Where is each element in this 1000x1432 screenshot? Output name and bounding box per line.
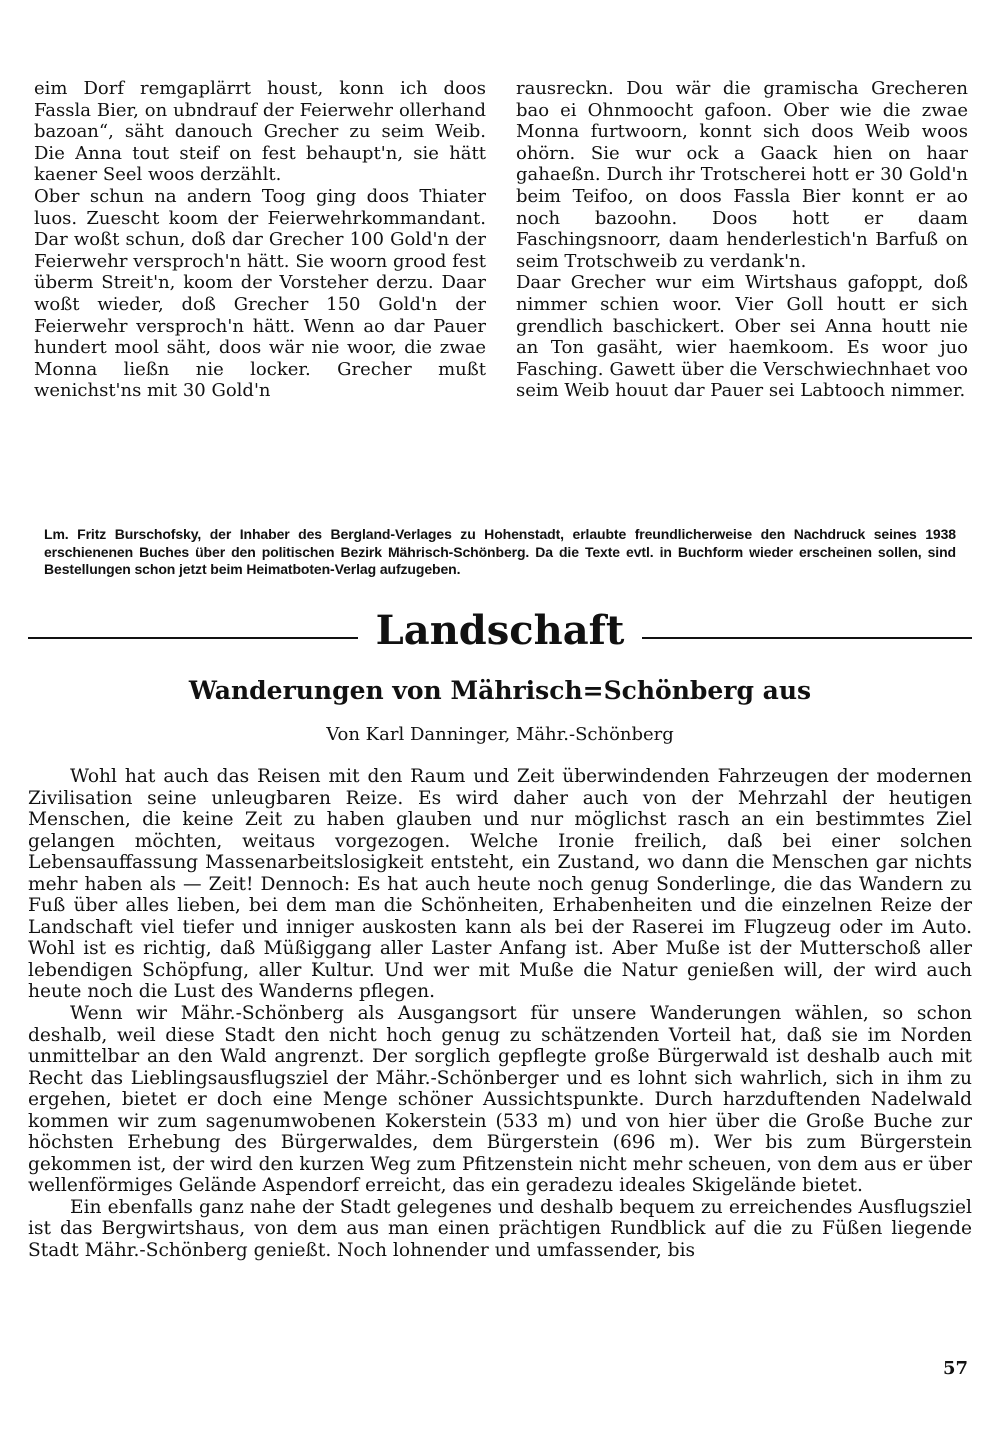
story-paragraph: Ober schun na andern Toog ging doos Thiater luos. Zuescht koom der Feierwehrkommandant. Dar woßt schun, doß dar Grecher 100 Gold'n der Feierwehr versproch'n hätt. Sie woorn grood fest überm Streit'n, koom der Vorsteher derzu. Daar woßt wieder, doß Grecher 150 Gold'n der Feierwehr versproch'n hätt. Wenn ao dar Pauer hundert mool säht, doos wär nie woor, die zwae Monna ließn nie locker. Grecher mußt wenichst'ns mit 30 Gold'n (34, 185, 486, 402)
story-column-left (34, 78, 486, 402)
article-paragraph: Wenn wir Mähr.-Schönberg als Ausgangsort für unsere Wanderungen wählen, so schon deshalb, weil diese Stadt den nicht hoch genug zu schätzenden Vorteil hat, daß sie im Norden unmittelbar an den Wald angrenzt. Der sorglich gepflegte große Bürgerwald ist deshalb auch mit Recht das Lieblingsausflugsziel der Mähr.-Schönberger und es lohnt sich wahrlich, sich in ihm zu ergehen, bietet er doch eine Menge schöner Aussichtspunkte. Durch harzduftenden Nadelwald kommen wir zum sagenumwobenen Kokerstein (533 m) und von hier über die Große Buche zur höchsten Erhebung des Bürgerwaldes, dem Bürgerstein (696 m). Wer bis zum Bürgerstein gekommen ist, der wird den kurzen Weg zum Pfitzenstein nicht mehr scheuen, von dem aus er über wellenförmiges Gelände Aspendorf erreicht, das ein geradezu ideales Skigelände bietet. (28, 1003, 972, 1197)
heading-rule-right (642, 637, 972, 639)
section-title: Landschaft (375, 606, 625, 654)
section-heading (28, 606, 972, 654)
story-paragraph: rausreckn. Dou wär die gramischa Grecheren bao ei Ohnmoocht gafoon. Ober wie die zwae Monna furtwoorn, konnt sich doos Weib woos ohörn. Sie wur ock a Gaack hien on haar gahaeßn. Durch ihr Trotscherei hott er 30 Gold'n beim Teifoo, on doos Fassla Bier konnt er ao noch bazoohn. Doos hott er daam Faschingsnoorr, daam henderlestich'n Barfuß on seim Trotschweib zu verdank'n. (516, 78, 968, 272)
article-byline: Von Karl Danninger, Mähr.-Schönberg (326, 724, 674, 745)
reprint-notice: Lm. Fritz Burschofsky, der Inhaber des Bergland-Verlages zu Hohenstadt, erlaubte freundlicherweise den Nachdruck seines 1938 erschienenen Buches über den politischen Bezirk Mährisch-Schönberg. Da die Texte evtl. in Buchform wieder erscheinen sollen, sind Bestellungen schon jetzt beim Heimatboten-Verlag aufzugeben. (44, 526, 956, 577)
page-number: 57 (942, 1358, 968, 1379)
article-title: Wanderungen von Mährisch=Schönberg aus (188, 676, 812, 705)
article-paragraph: Ein ebenfalls ganz nahe der Stadt gelegenes und deshalb bequem zu erreichendes Ausflugsziel ist das Bergwirtshaus, von dem aus man einen prächtigen Rundblick auf die zu Füßen liegende Stadt Mähr.-Schönberg genießt. Noch lohnender und umfassender, bis (28, 1196, 972, 1262)
heading-rule-left (28, 637, 358, 639)
article-paragraph: Wohl hat auch das Reisen mit den Raum und Zeit überwindenden Fahrzeugen der modernen Zivilisation seine unleugbaren Reize. Es wird daher auch von der Mehrzahl der heutigen Menschen, die keine Zeit zu haben glauben und nur möglichst rasch an ein bestimmtes Ziel gelangen möchten, weitaus vorgezogen. Welche Ironie freilich, daß bei einer solchen Lebensauffassung Massenarbeitslosigkeit entsteht, ein Zustand, wo dann die Menschen gar nichts mehr haben als — Zeit! Dennoch: Es hat auch heute noch genug Sonderlinge, die das Wandern zu Fuß über alles lieben, bei dem man die Schönheiten, Erhabenheiten und die einzelnen Reize der Landschaft viel tiefer und inniger auskosten kann als bei der Raserei im Flugzeug oder im Auto. Wohl ist es richtig, daß Müßiggang aller Laster Anfang ist. Aber Muße ist der Mutterschoß aller lebendigen Schöpfung, aller Kultur. Und wer mit Muße die Natur genießen will, der wird auch heute noch die Lust des Wanderns pflegen. (28, 766, 972, 1003)
article-body (28, 766, 972, 1262)
story-paragraph: eim Dorf remgaplärrt houst, konn ich doos Fassla Bier, on ubndrauf der Feierwehr ollerhand bazoan“, säht danouch Grecher zu seim Weib. Die Anna tout steif on fest behaupt'n, sie hätt kaener Seel woos derzählt. (34, 78, 486, 186)
story-paragraph: Daar Grecher wur eim Wirtshaus gafoppt, doß nimmer schien woor. Vier Goll houtt er sich grendlich baschickert. Ober sei Anna houtt nie an Ton gasäht, wier haemkoom. Es woor juo Fasching. Gawett über die Verschwiechnhaet voo seim Weib houut dar Pauer sei Labtooch nimmer. (516, 272, 968, 402)
story-column-right (516, 78, 968, 402)
